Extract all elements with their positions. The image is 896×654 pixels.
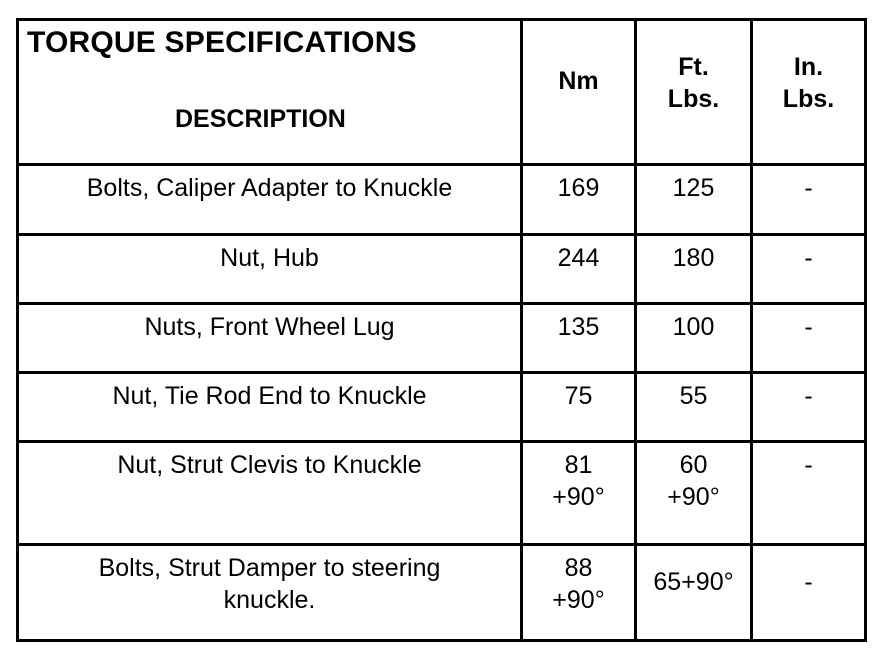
in-lbs-cell: - [752, 235, 866, 304]
ft-lbs-cell: 55 [636, 373, 752, 442]
nm-cell: 88 +90° [522, 545, 636, 641]
description-header-cell [18, 20, 522, 165]
header-row [18, 20, 866, 165]
table-title: TORQUE SPECIFICATIONS [27, 26, 417, 59]
description-column-header: DESCRIPTION [175, 105, 346, 133]
description-cell: Nut, Strut Clevis to Knuckle [18, 442, 522, 545]
table-row [18, 235, 866, 304]
in-lbs-column-header: In. Lbs. [752, 20, 866, 165]
ft-lbs-column-header: Ft. Lbs. [636, 20, 752, 165]
description-cell: Bolts, Caliper Adapter to Knuckle [18, 165, 522, 235]
table-row [18, 442, 866, 545]
nm-cell: 169 [522, 165, 636, 235]
in-lbs-cell: - [752, 545, 866, 641]
description-cell: Bolts, Strut Damper to steering knuckle. [18, 545, 522, 641]
ft-lbs-cell: 65+90° [636, 545, 752, 641]
nm-column-header: Nm [522, 20, 636, 165]
ft-lbs-cell: 180 [636, 235, 752, 304]
torque-spec-table [16, 18, 867, 642]
in-lbs-cell: - [752, 304, 866, 373]
nm-cell: 81 +90° [522, 442, 636, 545]
in-lbs-cell: - [752, 165, 866, 235]
description-cell: Nuts, Front Wheel Lug [18, 304, 522, 373]
nm-cell: 75 [522, 373, 636, 442]
table-row [18, 545, 866, 641]
table-row [18, 373, 866, 442]
description-cell: Nut, Tie Rod End to Knuckle [18, 373, 522, 442]
nm-cell: 244 [522, 235, 636, 304]
description-cell: Nut, Hub [18, 235, 522, 304]
in-lbs-cell: - [752, 442, 866, 545]
ft-lbs-cell: 100 [636, 304, 752, 373]
table-row [18, 165, 866, 235]
ft-lbs-cell: 125 [636, 165, 752, 235]
ft-lbs-cell: 60 +90° [636, 442, 752, 545]
table-row [18, 304, 866, 373]
in-lbs-cell: - [752, 373, 866, 442]
nm-cell: 135 [522, 304, 636, 373]
